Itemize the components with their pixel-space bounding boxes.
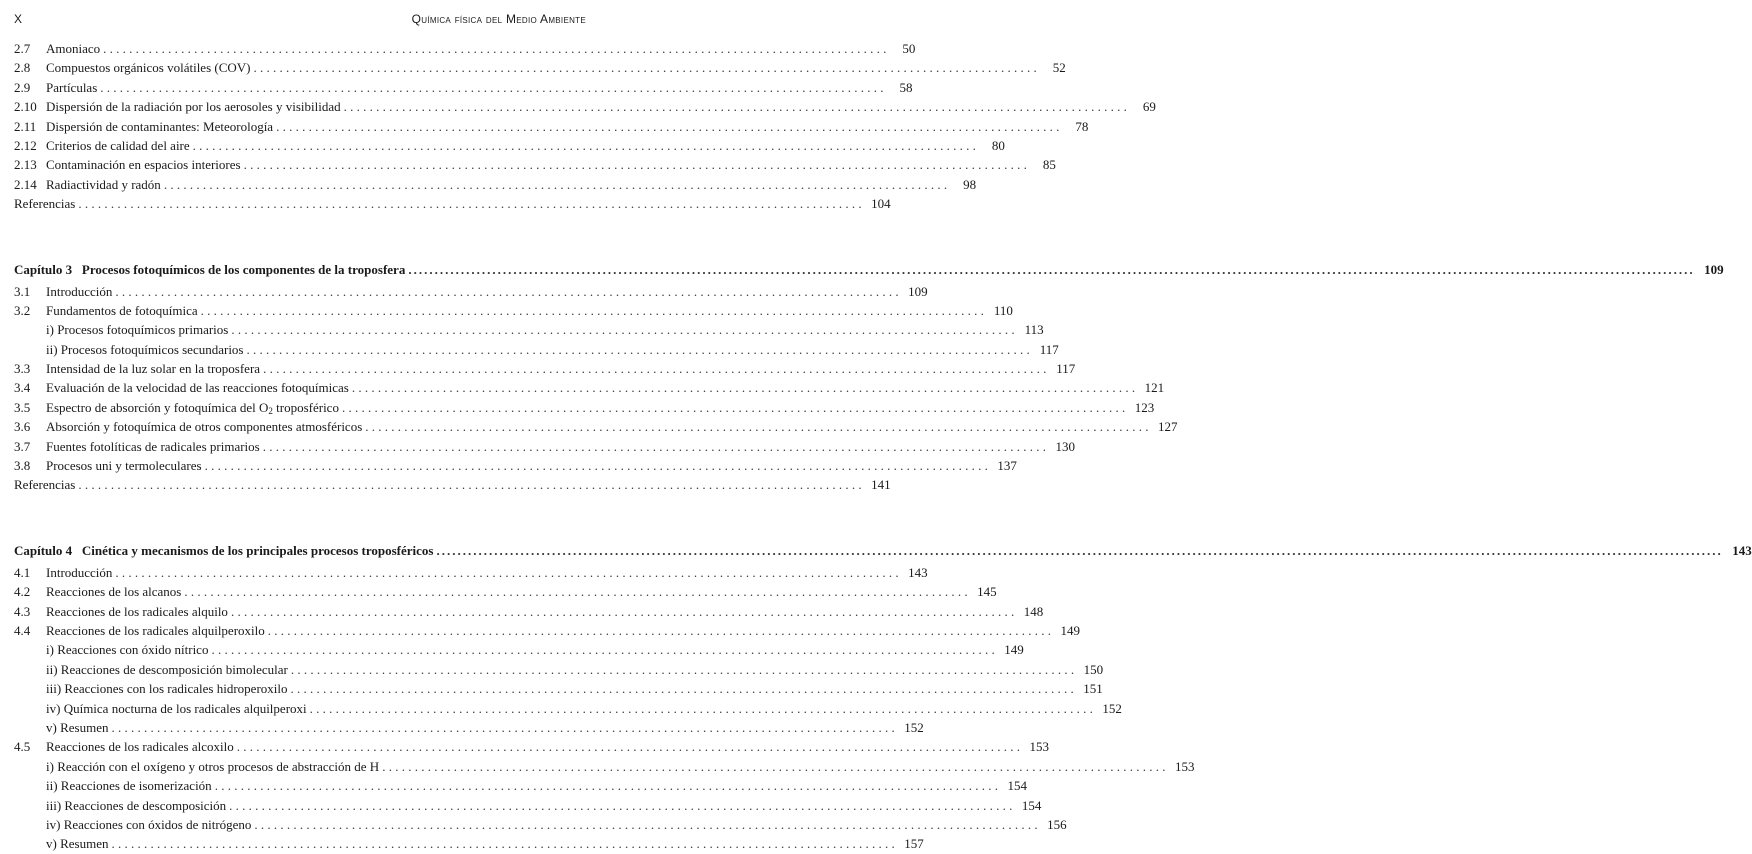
toc-entry xyxy=(14,796,1042,815)
toc-subentry-label: iii) Reacciones con los radicales hidroperoxilo xyxy=(46,681,288,697)
dot-leader xyxy=(184,582,967,601)
toc-entry xyxy=(14,301,1013,320)
toc-page: 98 xyxy=(963,176,977,192)
toc-subentry-label: i) Reacciones con óxido nítrico xyxy=(46,642,209,658)
toc-page: 154 xyxy=(1021,797,1042,813)
toc-page: 149 xyxy=(1060,622,1081,638)
dot-leader xyxy=(310,699,1093,718)
toc-entry xyxy=(14,699,1122,718)
toc-entry xyxy=(14,718,924,737)
toc-page: 157 xyxy=(904,836,924,852)
toc-label: Intensidad de la luz solar en la troposfera xyxy=(46,361,261,377)
toc-entry xyxy=(14,602,1044,621)
dot-leader xyxy=(78,475,861,494)
toc-entry xyxy=(14,621,1081,640)
toc-label: Evaluación de la velocidad de las reacciones fotoquímicas xyxy=(46,380,349,396)
dot-leader xyxy=(78,194,861,213)
toc-label: Amoniaco xyxy=(46,41,101,56)
section-chapter-2-continued xyxy=(14,39,1156,194)
toc-entry xyxy=(14,155,1056,174)
toc-number: 3.8 xyxy=(14,458,31,474)
dot-leader xyxy=(164,175,947,194)
dot-leader xyxy=(100,78,883,97)
dot-leader xyxy=(268,621,1051,640)
table-of-contents xyxy=(14,39,1752,854)
dot-leader xyxy=(244,155,1027,174)
chapter-title: Cinética y mecanismos de los principales procesos troposféricos xyxy=(81,542,434,558)
chapter-4-heading xyxy=(14,539,1752,563)
toc-number: 2.8 xyxy=(14,60,31,76)
toc-label-subscript: 2 xyxy=(268,405,273,416)
toc-label xyxy=(46,398,339,417)
dot-leader xyxy=(211,640,994,659)
toc-entry xyxy=(14,175,977,194)
toc-page: 152 xyxy=(1102,700,1122,716)
toc-page: 69 xyxy=(1142,99,1156,115)
toc-entry xyxy=(14,660,1104,679)
toc-label: Introducción xyxy=(46,283,113,299)
toc-page: 156 xyxy=(1047,816,1067,832)
dot-leader xyxy=(365,417,1148,436)
toc-entry xyxy=(14,437,1075,456)
toc-number: 2.11 xyxy=(14,118,37,134)
references-chapter-2 xyxy=(14,194,891,213)
toc-page: 152 xyxy=(904,719,924,735)
dot-leader xyxy=(193,136,976,155)
running-header xyxy=(14,12,586,30)
dot-leader xyxy=(352,378,1135,397)
toc-page: 110 xyxy=(993,302,1013,318)
toc-subentry-label: v) Resumen xyxy=(46,719,109,735)
toc-label-part: troposférico xyxy=(272,399,339,415)
toc-entry xyxy=(14,378,1165,397)
toc-number: 2.13 xyxy=(14,157,37,173)
dot-leader xyxy=(215,776,998,795)
toc-page: 153 xyxy=(1029,739,1049,755)
toc-number: 4.1 xyxy=(14,564,31,580)
toc-number: 3.7 xyxy=(14,438,31,454)
chapter-3-heading xyxy=(14,258,1724,282)
toc-label: Referencias xyxy=(14,477,76,493)
toc-number: 3.6 xyxy=(14,419,31,435)
toc-page: 117 xyxy=(1039,341,1059,357)
toc-subentry-label: i) Reacción con el oxígeno y otros procesos de abstracción de H xyxy=(46,758,380,774)
toc-entry xyxy=(14,456,1017,475)
chapter-page: 109 xyxy=(1704,261,1724,277)
toc-entry xyxy=(14,679,1103,698)
toc-entry xyxy=(14,815,1067,834)
toc-label: Procesos uni y termoleculares xyxy=(46,458,202,474)
toc-page: 50 xyxy=(902,41,916,56)
dot-leader xyxy=(254,58,1037,77)
book-title: Química física del Medio Ambiente xyxy=(411,12,586,26)
toc-entry xyxy=(14,563,928,582)
toc-label: Radiactividad y radón xyxy=(46,176,161,192)
dot-leader xyxy=(263,437,1046,456)
toc-number: 4.2 xyxy=(14,584,31,600)
toc-number: 4.3 xyxy=(14,603,31,619)
dot-leader xyxy=(229,796,1012,815)
chapter-3-entries xyxy=(14,282,1178,476)
chapter-page: 143 xyxy=(1732,542,1752,558)
toc-number: 2.9 xyxy=(14,79,31,95)
toc-page: 153 xyxy=(1174,758,1195,774)
dot-leader xyxy=(254,815,1037,834)
toc-page: 148 xyxy=(1023,603,1044,619)
dot-leader xyxy=(205,456,988,475)
dot-leader xyxy=(201,301,984,320)
toc-number: 2.12 xyxy=(14,137,37,153)
toc-label: Fuentes fotolíticas de radicales primarios xyxy=(46,438,260,454)
toc-entry xyxy=(14,282,928,301)
dot-leader xyxy=(231,602,1014,621)
toc-entry xyxy=(14,776,1027,795)
toc-page: 109 xyxy=(908,283,928,299)
dot-leader xyxy=(436,539,1722,563)
toc-page: 113 xyxy=(1024,322,1044,338)
toc-page: 150 xyxy=(1083,661,1104,677)
toc-entry xyxy=(14,78,913,97)
toc-subentry-label: i) Procesos fotoquímicos primarios xyxy=(46,322,229,338)
toc-label: Criterios de calidad del aire xyxy=(46,137,190,153)
toc-entry xyxy=(14,97,1156,116)
dot-leader xyxy=(231,320,1014,339)
toc-number: 3.4 xyxy=(14,380,31,396)
toc-page: 80 xyxy=(991,137,1005,153)
toc-number: 3.3 xyxy=(14,361,31,377)
toc-entry xyxy=(14,398,1155,417)
dot-leader xyxy=(237,737,1020,756)
dot-leader xyxy=(344,97,1127,116)
toc-page: 52 xyxy=(1052,60,1066,76)
toc-label: Partículas xyxy=(46,79,98,95)
toc-entry xyxy=(14,417,1178,436)
toc-entry xyxy=(14,640,1024,659)
toc-label: Fundamentos de fotoquímica xyxy=(46,302,198,318)
chapter-prefix: Capítulo 4 xyxy=(14,542,73,558)
toc-label: Reacciones de los alcanos xyxy=(46,584,182,600)
dot-leader xyxy=(111,834,894,853)
toc-page: 123 xyxy=(1134,399,1155,415)
toc-entry xyxy=(14,757,1195,776)
dot-leader xyxy=(115,563,898,582)
toc-page: 145 xyxy=(977,584,997,600)
toc-subentry-label: ii) Reacciones de isomerización xyxy=(46,778,212,794)
toc-page: 78 xyxy=(1075,118,1089,134)
toc-page: 143 xyxy=(908,564,928,580)
toc-page: 149 xyxy=(1004,642,1024,658)
toc-page: 154 xyxy=(1007,778,1027,794)
dot-leader xyxy=(263,359,1046,378)
toc-subentry-label: ii) Procesos fotoquímicos secundarios xyxy=(46,341,244,357)
toc-entry xyxy=(14,136,1005,155)
toc-label: Dispersión de contaminantes: Meteorología xyxy=(46,118,274,134)
chapter-4-entries xyxy=(14,563,1195,854)
toc-subentry-label: iii) Reacciones de descomposición xyxy=(46,797,227,813)
toc-page: 151 xyxy=(1083,681,1103,697)
dot-leader xyxy=(103,39,886,58)
toc-entry xyxy=(14,340,1059,359)
toc-page: 130 xyxy=(1055,438,1075,454)
toc-page: 127 xyxy=(1158,419,1178,435)
toc-label: Reacciones de los radicales alquilo xyxy=(46,603,228,619)
toc-entry xyxy=(14,117,1089,136)
toc-number: 2.10 xyxy=(14,99,37,115)
references-chapter-3 xyxy=(14,475,891,494)
toc-label: Referencias xyxy=(14,196,76,212)
toc-page: 58 xyxy=(899,79,913,95)
toc-label: Compuestos orgánicos volátiles (COV) xyxy=(46,60,251,76)
dot-leader xyxy=(115,282,898,301)
toc-entry xyxy=(14,58,1066,77)
toc-label: Introducción xyxy=(46,564,113,580)
toc-page: 104 xyxy=(871,196,891,212)
toc-entry xyxy=(14,320,1044,339)
toc-page: 137 xyxy=(997,458,1017,474)
toc-entry xyxy=(14,582,997,601)
toc-number: 3.1 xyxy=(14,283,31,299)
toc-number: 4.5 xyxy=(14,739,31,755)
toc-number: 2.7 xyxy=(14,41,31,56)
toc-label: Absorción y fotoquímica de otros componentes atmosféricos xyxy=(46,419,363,435)
toc-label-part: Espectro de absorción y fotoquímica del O xyxy=(46,399,269,415)
toc-page: 121 xyxy=(1144,380,1165,396)
toc-page: 117 xyxy=(1056,361,1076,377)
toc-label: Reacciones de los radicales alquilperoxilo xyxy=(46,622,265,638)
dot-leader xyxy=(382,757,1165,776)
chapter-prefix: Capítulo 3 xyxy=(14,261,73,277)
toc-page: 85 xyxy=(1042,157,1056,173)
chapter-title: Procesos fotoquímicos de los componentes de la troposfera xyxy=(81,261,406,277)
dot-leader xyxy=(291,660,1074,679)
toc-number: 3.5 xyxy=(14,399,31,415)
dot-leader xyxy=(276,117,1059,136)
dot-leader xyxy=(291,679,1074,698)
toc-subentry-label: iv) Reacciones con óxidos de nitrógeno xyxy=(46,816,252,832)
toc-entry xyxy=(14,834,924,853)
dot-leader xyxy=(408,258,1694,282)
toc-label: Reacciones de los radicales alcoxilo xyxy=(46,739,234,755)
toc-entry xyxy=(14,359,1076,378)
toc-subentry-label: iv) Química nocturna de los radicales alquilperoxi xyxy=(46,700,307,716)
toc-entry xyxy=(14,39,916,58)
page-number: X xyxy=(14,12,23,26)
toc-entry xyxy=(14,737,1049,756)
toc-subentry-label: ii) Reacciones de descomposición bimolecular xyxy=(46,661,288,677)
toc-subentry-label: v) Resumen xyxy=(46,836,109,852)
toc-number: 3.2 xyxy=(14,302,31,318)
dot-leader xyxy=(342,398,1125,417)
toc-page: 141 xyxy=(871,477,891,493)
toc-label: Dispersión de la radiación por los aerosoles y visibilidad xyxy=(46,99,341,115)
toc-number: 2.14 xyxy=(14,176,37,192)
toc-label: Contaminación en espacios interiores xyxy=(46,157,241,173)
toc-number: 4.4 xyxy=(14,622,31,638)
dot-leader xyxy=(111,718,894,737)
dot-leader xyxy=(247,340,1030,359)
